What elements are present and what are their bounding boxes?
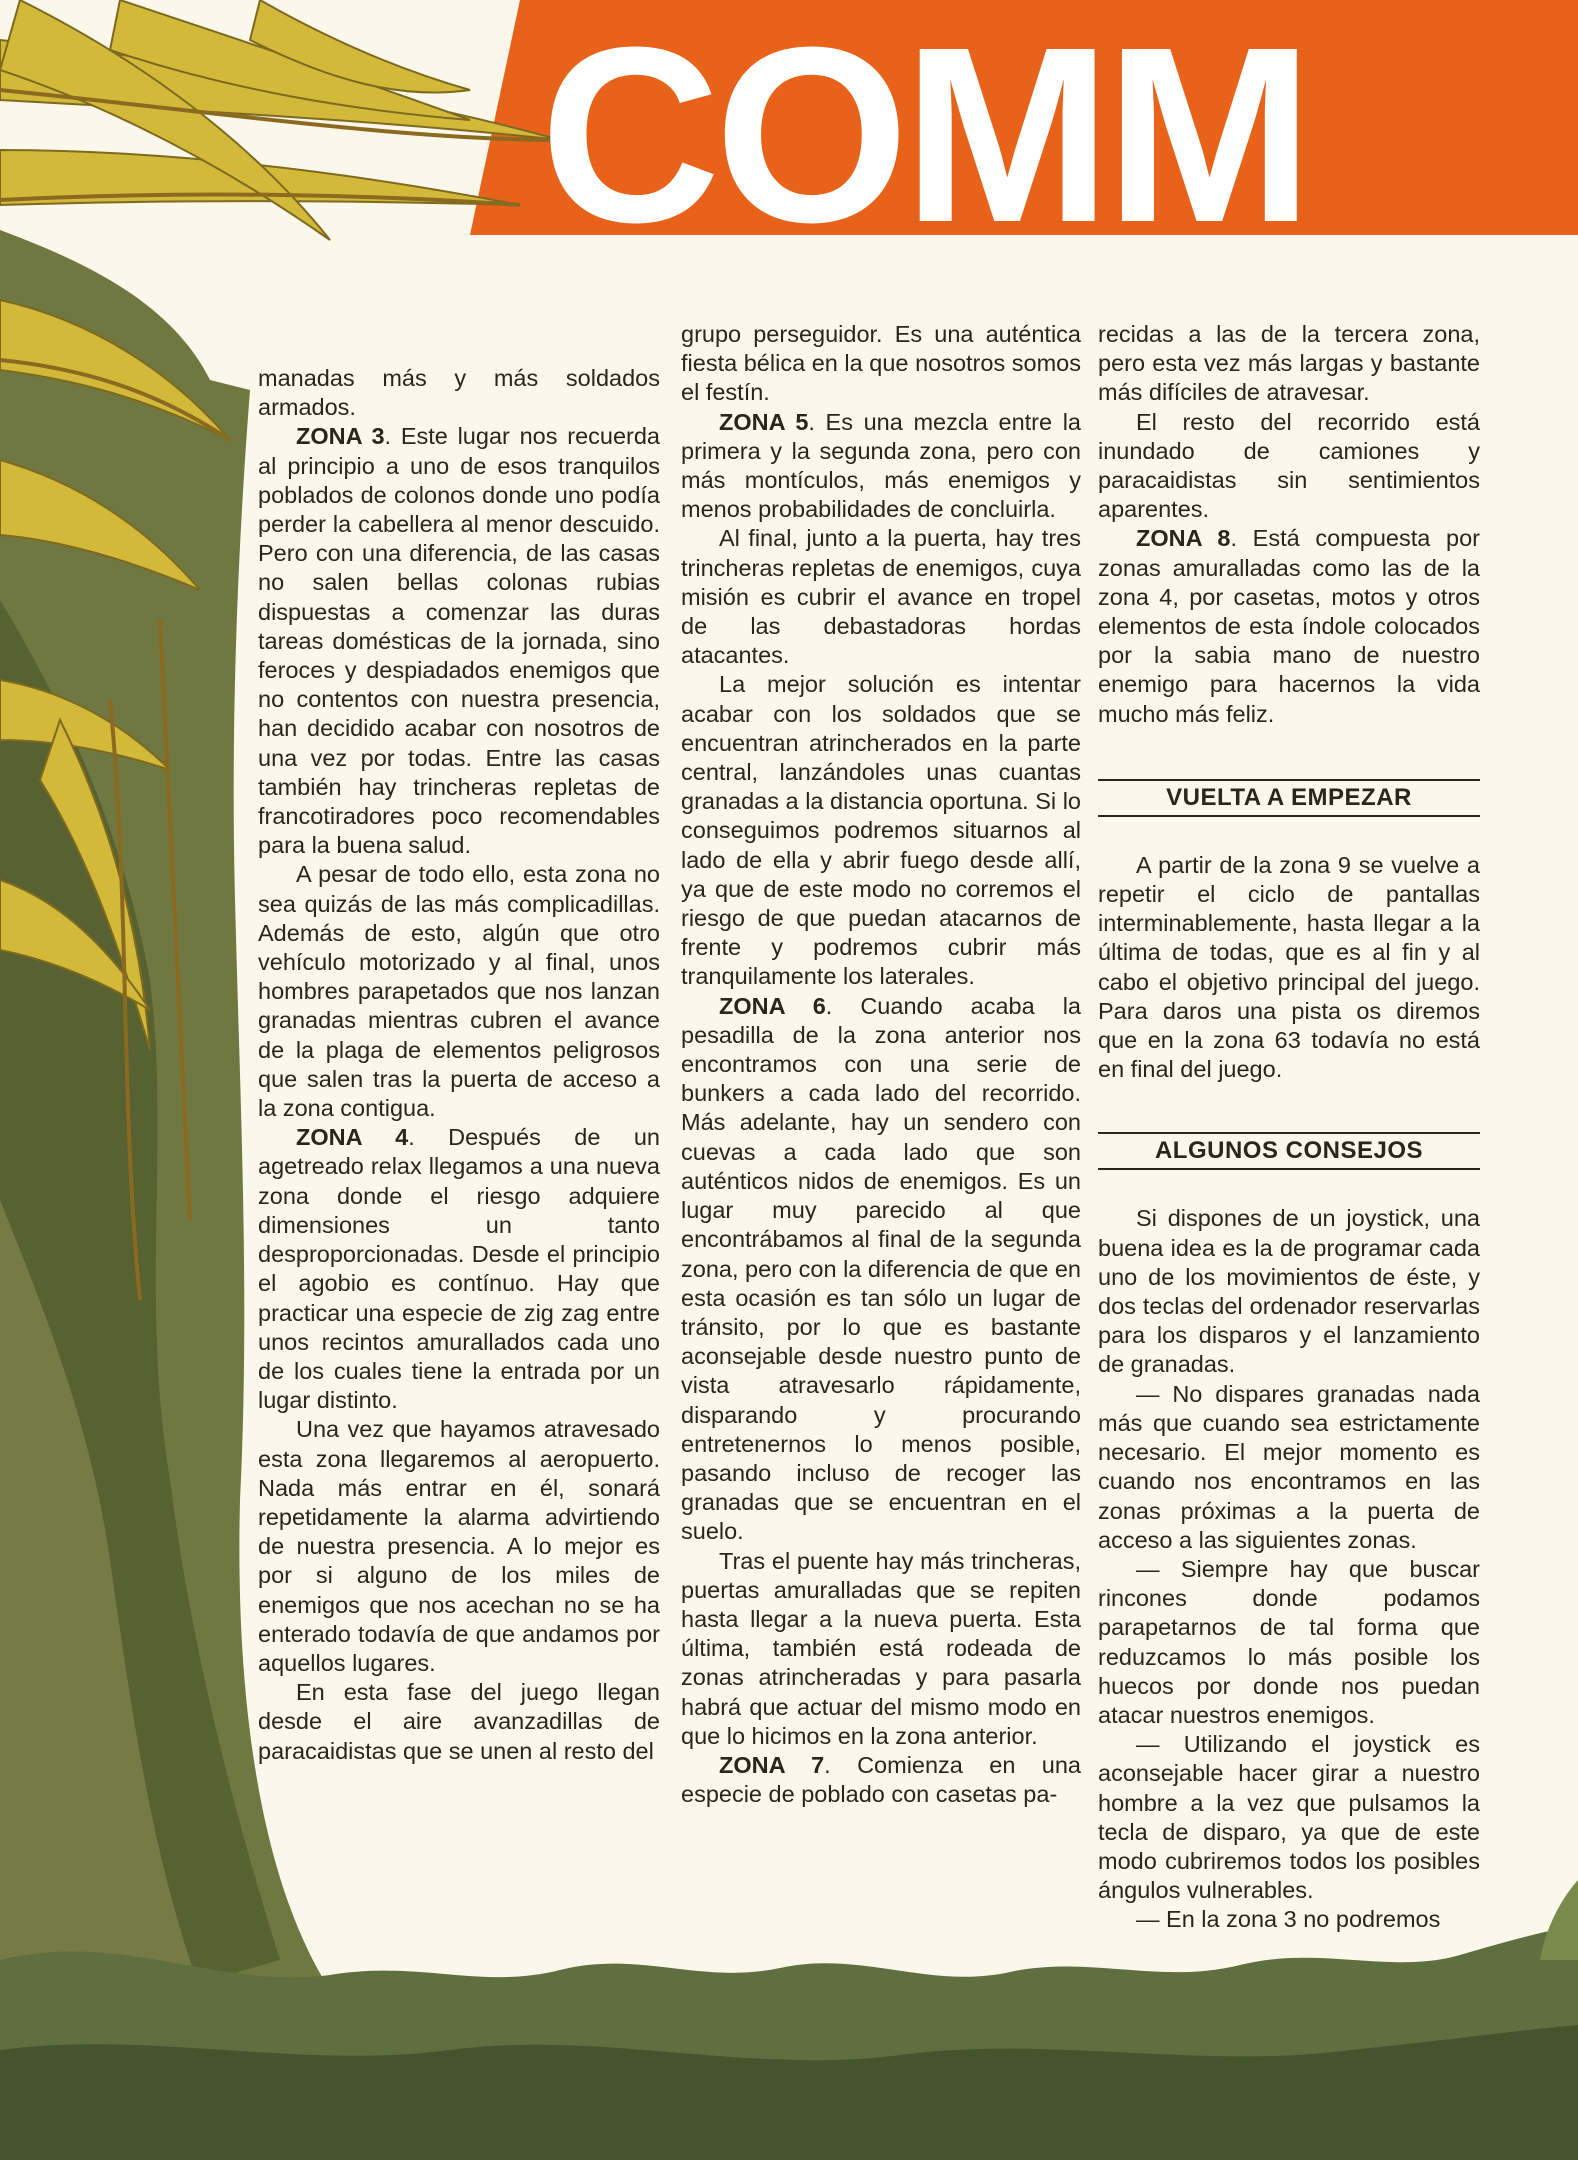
paragraph: El resto del recorrido está inundado de camiones y paracaidistas sin sentimientos aparentes. bbox=[1098, 408, 1480, 523]
paragraph: — No dispares granadas nada más que cuando sea estrictamente necesario. El mejor momento es cuando nos encontramos en las zonas próximas a la puerta de acceso a las siguientes zonas. bbox=[1098, 1380, 1480, 1553]
jungle-right-edge bbox=[1540, 1880, 1578, 1960]
paragraph: ZONA 7. Comienza en una especie de poblado con casetas pa- bbox=[681, 1751, 1081, 1808]
paragraph: — Siempre hay que buscar rincones donde podamos parapetarnos de tal forma que reduzcamos lo más posible los huecos por donde nos puedan atacar nuestros enemigos. bbox=[1098, 1555, 1480, 1728]
paragraph: ZONA 6. Cuando acaba la pesadilla de la zona anterior nos encontramos con una serie de bunkers a cada lado del recorrido. Más adelante, hay un sendero con cuevas a cada lado que son auténticos nidos de enemigos. Es un lugar muy parecido al que encontrábamos al final de la segunda zona, pero con la diferencia de que en esta ocasión es tan sólo un lugar de tránsito, por lo que es bastante aconsejable desde nuestro punto de vista atravesarlo rápidamente, disparando y procurando entretenernos lo menos posible, pasando incluso de recoger las granadas que se encuentran en el suelo. bbox=[681, 992, 1081, 1545]
paragraph: ZONA 8. Está compuesta por zonas amuralladas como las de la zona 4, por casetas, motos y otros elementos de esta índole colocados por la sabia mano de nuestro enemigo para hacernos la vida mucho más feliz. bbox=[1098, 525, 1480, 727]
paragraph: Una vez que hayamos atravesado esta zona llegaremos al aeropuerto. Nada más entrar en él, sonará repetidamente la alarma advirtiendo de nuestra presencia. A lo mejor es por si alguno de los miles de enemigos que nos acechan no se ha enterado todavía de que andamos por aquellos lugares. bbox=[258, 1416, 660, 1676]
paragraph: Si dispones de un joystick, una buena idea es la de programar cada uno de los movimientos de éste, y dos teclas del ordenador reservarlas para los disparos y el lanzamiento de granadas. bbox=[1098, 1205, 1480, 1378]
paragraph: — En la zona 3 no podremos bbox=[1136, 1906, 1441, 1933]
section-heading-consejos: ALGUNOS CONSEJOS bbox=[1098, 1132, 1480, 1170]
paragraph: La mejor solución es intentar acabar con los soldados que se encuentran atrincherados en la parte central, lanzándoles unas cuantas granadas a la distancia oportuna. Si lo conseguimos podremos situarnos al lado de ella y abrir fuego desde allí, ya que de este modo no corremos el riesgo de que puedan atacarnos de frente y podremos cubrir más tranquilamente los laterales. bbox=[681, 671, 1081, 990]
spacer bbox=[1098, 729, 1480, 779]
paragraph: manadas más y más soldados armados. bbox=[258, 365, 660, 421]
paragraph: A pesar de todo ello, esta zona no sea quizás de las más complicadillas. Además de esto, algún que otro vehículo motorizado y al final, unos hombres parapetados que nos lanzan granadas mientras cubren el avance de la plaga de elementos peligrosos que salen tras la puerta de acceso a la zona contigua. bbox=[258, 861, 660, 1122]
column-3 bbox=[1098, 320, 1480, 1935]
paragraph: Al final, junto a la puerta, hay tres trincheras repletas de enemigos, cuya misión es cubrir el avance en tropel de las debastadoras hordas atacantes. bbox=[681, 525, 1081, 669]
section-heading-vuelta: VUELTA A EMPEZAR bbox=[1098, 779, 1480, 817]
paragraph: grupo perseguidor. Es una auténtica fiesta bélica en la que nosotros somos el festín. bbox=[681, 321, 1081, 406]
paragraph: ZONA 3. Este lugar nos recuerda al principio a uno de esos tranquilos poblados de colonos donde uno podía perder la cabellera al menor descuido. Pero con una diferencia, de las casas no salen bellas colonas rubias dispuestas a comenzar las duras tareas domésticas de la jornada, sino feroces y despiadados enemigos que no contentos con nuestra presencia, han decidido acabar con nosotros de una vez por todas. Entre las casas también hay trincheras repletas de francotiradores poco recomendables para la buena salud. bbox=[258, 423, 660, 859]
paragraph: ZONA 4. Después de un agetreado relax llegamos a una nueva zona donde el riesgo adquiere dimensiones un tanto desproporcionadas. Desde el principio el agobio es contínuo. Hay que practicar una especie de zig zag entre unos recintos amurallados cada uno de los cuales tiene la entrada por un lugar distinto. bbox=[258, 1124, 660, 1414]
paragraph: — Utilizando el joystick es aconsejable hacer girar a nuestro hombre a la vez que pulsamos la tecla de disparo, ya que de este modo cubriremos todos los posibles ángulos vulnerables. bbox=[1098, 1731, 1480, 1904]
column-2 bbox=[681, 320, 1081, 1809]
paragraph: En esta fase del juego llegan desde el aire avanzadillas de paracaidistas que se unen al resto del bbox=[258, 1679, 660, 1764]
magazine-title: COMM bbox=[540, 40, 1308, 230]
spacer bbox=[1098, 1084, 1480, 1132]
paragraph: recidas a las de la tercera zona, pero esta vez más largas y bastante más difíciles de atravesar. bbox=[1098, 321, 1480, 406]
paragraph: Tras el puente hay más trincheras, puertas amuralladas que se repiten hasta llegar a la nueva puerta. Esta última, también está rodeada de zonas atrincheradas y para pasarla habrá que actuar del mismo modo en que lo hicimos en la zona anterior. bbox=[681, 1547, 1081, 1749]
column-1 bbox=[258, 364, 660, 1766]
paragraph: A partir de la zona 9 se vuelve a repetir el ciclo de pantallas interminablemente, hasta llegar a la última de todas, que es al fin y al cabo el objetivo principal del juego. Para daros una pista os diremos que en la zona 63 todavía no está en final del juego. bbox=[1098, 851, 1480, 1083]
paragraph: ZONA 5. Es una mezcla entre la primera y la segunda zona, pero con más montículos, más enemigos y menos probabilidades de concluirla. bbox=[681, 408, 1081, 523]
